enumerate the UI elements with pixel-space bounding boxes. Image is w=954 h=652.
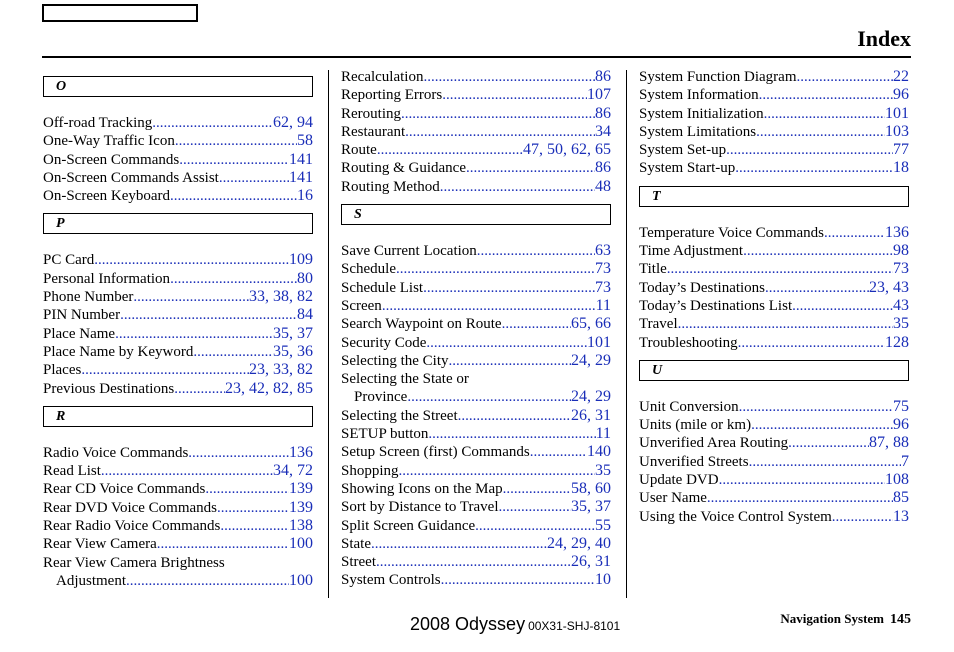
index-entry[interactable] (43, 361, 313, 379)
index-entry[interactable] (639, 508, 909, 526)
index-entry[interactable] (341, 279, 611, 297)
index-entry[interactable] (43, 380, 313, 398)
index-entry-label: Setup Screen (first) Commands (341, 444, 530, 461)
index-entry[interactable] (43, 306, 313, 324)
index-entry-label: Screen (341, 297, 382, 314)
index-entry-label: Today’s Destinations (639, 279, 766, 296)
index-entry-label: Unverified Area Routing (639, 435, 789, 452)
dot-leader (442, 86, 587, 104)
index-entry-label: Province (354, 389, 408, 406)
index-entry[interactable] (43, 499, 313, 517)
index-entry[interactable] (341, 242, 611, 260)
page-reference-link[interactable]: 35, 37 (571, 498, 611, 516)
index-entry[interactable] (341, 425, 611, 443)
index-entry[interactable] (43, 325, 313, 343)
page-title: Index (857, 26, 911, 51)
index-entry-label: On-Screen Commands (43, 151, 180, 168)
page-reference-link[interactable]: 58 (297, 132, 313, 150)
index-entry-label: Routing Method (341, 178, 440, 195)
dot-leader (475, 517, 595, 535)
page-reference-link[interactable]: 23, 42, 82, 85 (225, 379, 313, 397)
index-entry[interactable] (341, 535, 611, 553)
page-reference-link[interactable]: 26, 31 (571, 553, 611, 571)
header-rule (42, 56, 911, 58)
page-reference-link[interactable]: 55 (595, 516, 611, 534)
column-divider (626, 70, 627, 598)
index-entry-label: Previous Destinations (43, 380, 175, 397)
dot-leader (94, 251, 289, 269)
index-entry-label: Units (mile or km) (639, 417, 752, 434)
index-entry-label: User Name (639, 490, 707, 507)
index-entry-label: Place Name by Keyword (43, 343, 194, 360)
index-entry-label: System Start-up (639, 160, 736, 177)
dot-leader (832, 508, 893, 526)
index-entry-label: Selecting the State or (341, 371, 469, 388)
section-header-p: P (43, 213, 313, 234)
index-entry-label: Split Screen Guidance (341, 517, 476, 534)
index-entry-label: Adjustment (56, 572, 126, 589)
index-entry-label: Personal Information (43, 270, 171, 287)
index-entry-label: Rear DVD Voice Commands (43, 499, 218, 516)
dot-leader (219, 169, 289, 187)
page-reference-link[interactable]: 34, 72 (273, 462, 313, 480)
index-entry-label: On-Screen Keyboard (43, 188, 171, 205)
dot-leader (499, 498, 572, 516)
index-entry-label: Showing Icons on the Map (341, 480, 503, 497)
index-entry-label: Search Waypoint on Route (341, 316, 502, 333)
page-number: 145 (890, 612, 911, 627)
page-reference-link[interactable]: 107 (587, 86, 611, 104)
index-entry[interactable] (341, 297, 611, 315)
index-entry[interactable] (639, 123, 909, 141)
index-entry-label: Rear View Camera Brightness (43, 554, 225, 571)
page-reference-link[interactable]: 11 (595, 296, 611, 314)
section-header-r: R (43, 406, 313, 427)
index-entry[interactable] (639, 141, 909, 159)
dot-leader (477, 242, 595, 260)
dot-leader (426, 334, 587, 352)
index-entry[interactable] (43, 288, 313, 306)
index-entry-label: Recalculation (341, 69, 424, 85)
index-entry-label: Selecting the Street (341, 407, 458, 424)
page-reference-link[interactable]: 140 (587, 443, 611, 461)
page-reference-link[interactable]: 23, 33, 82 (249, 361, 313, 379)
dot-leader (466, 159, 595, 177)
page-reference-link[interactable]: 62, 94 (273, 114, 313, 131)
index-column-1 (43, 68, 313, 590)
page-reference-link[interactable]: 65, 66 (571, 315, 611, 333)
dot-leader (792, 297, 893, 315)
index-entry-label: Travel (639, 316, 678, 333)
dot-leader (188, 444, 289, 462)
page-reference-link[interactable]: 47, 50, 62, 65 (523, 141, 611, 159)
index-entry-label: Save Current Location (341, 243, 477, 260)
dot-leader (759, 86, 893, 104)
dot-leader (376, 553, 571, 571)
index-entry[interactable] (341, 462, 611, 480)
page-reference-link[interactable]: 141 (289, 150, 313, 168)
page-reference-link[interactable]: 23, 43 (869, 278, 909, 296)
page-reference-link[interactable]: 35 (595, 461, 611, 479)
index-entry-label: Phone Number (43, 289, 134, 306)
page-reference-link[interactable]: 35, 36 (273, 342, 313, 360)
dot-leader (399, 462, 595, 480)
page-reference-link[interactable]: 10 (595, 571, 611, 589)
dot-leader (756, 123, 885, 141)
index-entry-label: Reporting Errors (341, 87, 443, 104)
page-reference-link[interactable]: 136 (885, 223, 909, 241)
index-entry[interactable] (43, 251, 313, 269)
page-reference-link[interactable]: 73 (595, 260, 611, 278)
index-entry[interactable] (639, 105, 909, 123)
dot-leader (530, 443, 587, 461)
index-entry[interactable] (341, 352, 611, 370)
page-reference-link[interactable]: 96 (893, 86, 909, 104)
index-entry-label: Rear View Camera (43, 536, 157, 553)
section-header-o: O (43, 76, 313, 97)
page-reference-link[interactable]: 43 (893, 296, 909, 314)
index-entry[interactable] (639, 159, 909, 177)
index-entry-label: System Set-up (639, 142, 727, 159)
dot-leader (743, 242, 893, 260)
index-entry[interactable] (341, 480, 611, 498)
dot-leader (667, 260, 893, 278)
dot-leader (179, 151, 289, 169)
index-entry-label: Schedule List (341, 279, 424, 296)
index-entry[interactable] (639, 68, 909, 86)
dot-leader (707, 489, 893, 507)
section-header-s: S (341, 204, 611, 225)
dot-leader (371, 535, 547, 553)
page-reference-link[interactable]: 128 (885, 333, 909, 351)
index-entry-label: Street (341, 554, 376, 571)
dot-leader (115, 325, 273, 343)
dot-leader (738, 334, 885, 352)
dot-leader (193, 343, 273, 361)
index-entry[interactable] (341, 388, 611, 406)
section-header-u: U (639, 360, 909, 381)
index-entry-label: Troubleshooting (639, 334, 738, 351)
index-entry[interactable] (43, 169, 313, 187)
index-entry[interactable] (43, 444, 313, 462)
dot-leader (133, 288, 249, 306)
page-reference-link[interactable]: 73 (893, 260, 909, 278)
index-entry-label: Today’s Destinations List (639, 297, 793, 314)
index-entry-label: Unverified Streets (639, 453, 749, 470)
page-reference-link[interactable]: 141 (289, 168, 313, 186)
page-reference-link[interactable]: 136 (289, 443, 313, 461)
page-reference-link[interactable]: 77 (893, 141, 909, 159)
index-entry-label: Title (639, 261, 667, 278)
index-entry[interactable] (43, 462, 313, 480)
dot-leader (765, 279, 869, 297)
page-reference-link[interactable]: 35, 37 (273, 324, 313, 342)
index-entry-label: Routing & Guidance (341, 160, 466, 177)
dot-leader (220, 517, 289, 535)
index-entry[interactable] (639, 453, 909, 471)
index-entry[interactable] (639, 279, 909, 297)
index-column-3 (639, 68, 909, 526)
index-entry-label: Read List (43, 463, 101, 480)
index-entry[interactable] (341, 68, 611, 86)
page-reference-link[interactable]: 35 (893, 315, 909, 333)
index-entry[interactable] (639, 242, 909, 260)
index-entry-label: SETUP button (341, 426, 429, 443)
index-entry[interactable] (43, 270, 313, 288)
dot-leader (440, 178, 595, 196)
index-entry-label: Rear CD Voice Commands (43, 481, 206, 498)
dot-leader (719, 471, 885, 489)
dot-leader (441, 571, 595, 589)
index-entry-label: Unit Conversion (639, 398, 739, 415)
page-reference-link[interactable]: 24, 29, 40 (547, 534, 611, 552)
dot-leader (152, 114, 273, 132)
section-header-t: T (639, 186, 909, 207)
header-box (42, 4, 198, 22)
index-entry[interactable] (639, 416, 909, 434)
page-reference-link[interactable]: 86 (595, 159, 611, 177)
index-entry-label: Selecting the City (341, 352, 449, 369)
index-entry[interactable] (43, 480, 313, 498)
index-entry-label: System Limitations (639, 123, 757, 140)
dot-leader (503, 480, 571, 498)
model-name: 2008 Odyssey (410, 614, 526, 634)
index-entry[interactable] (341, 571, 611, 589)
index-entry[interactable] (43, 535, 313, 553)
index-entry-label: System Controls (341, 572, 441, 589)
page-reference-link[interactable]: 100 (289, 571, 313, 589)
index-entry[interactable] (341, 159, 611, 177)
index-entry-label: State (341, 535, 371, 552)
index-entry[interactable] (341, 86, 611, 104)
index-entry-label: PIN Number (43, 307, 121, 324)
index-entry[interactable] (43, 343, 313, 361)
page-reference-link[interactable]: 13 (893, 507, 909, 525)
index-entry-label: On-Screen Commands Assist (43, 169, 219, 186)
index-entry[interactable] (639, 398, 909, 416)
dot-leader (502, 315, 571, 333)
index-entry[interactable] (341, 334, 611, 352)
page-reference-link[interactable]: 87, 88 (869, 434, 909, 452)
dot-leader (120, 306, 297, 324)
index-entry-label: Radio Voice Commands (43, 444, 189, 461)
index-entry[interactable] (341, 443, 611, 461)
dot-leader (101, 462, 273, 480)
dot-leader (751, 416, 893, 434)
index-entry-label: Rear Radio Voice Commands (43, 518, 221, 535)
dot-leader (217, 499, 289, 517)
index-entry[interactable] (341, 178, 611, 196)
dot-leader (174, 380, 225, 398)
index-entry[interactable] (43, 151, 313, 169)
dot-leader (405, 123, 595, 141)
index-entry[interactable] (639, 334, 909, 352)
page-reference-link[interactable]: 139 (289, 498, 313, 516)
index-entry[interactable] (43, 132, 313, 150)
page-reference-link[interactable]: 22 (893, 68, 909, 85)
index-entry[interactable] (341, 105, 611, 123)
dot-leader (739, 398, 893, 416)
dot-leader (377, 141, 523, 159)
dot-leader (170, 187, 297, 205)
footer-navigation (780, 611, 911, 628)
page-reference-link[interactable]: 138 (289, 517, 313, 535)
page-reference-link[interactable]: 7 (901, 452, 909, 470)
dot-leader (448, 352, 571, 370)
index-entry[interactable] (639, 224, 909, 242)
dot-leader (678, 315, 893, 333)
page-reference-link[interactable]: 98 (893, 242, 909, 260)
footer-nav-label: Navigation System (780, 611, 884, 626)
page-reference-link[interactable]: 109 (289, 251, 313, 269)
index-entry-label: System Information (639, 87, 759, 104)
index-entry-label: Route (341, 142, 377, 159)
index-entry[interactable] (341, 260, 611, 278)
index-entry[interactable] (639, 434, 909, 452)
dot-leader (170, 270, 297, 288)
page-reference-link[interactable]: 63 (595, 242, 611, 260)
dot-leader (797, 68, 894, 86)
page-reference-link[interactable]: 103 (885, 122, 909, 140)
index-entry[interactable] (43, 572, 313, 590)
dot-leader (382, 297, 596, 315)
index-entry[interactable] (639, 297, 909, 315)
index-entry-label: Place Name (43, 325, 116, 342)
page-reference-link[interactable]: 24, 29 (571, 388, 611, 406)
page-reference-link[interactable]: 73 (595, 278, 611, 296)
page-reference-link[interactable]: 108 (885, 471, 909, 489)
footer-model (410, 614, 620, 635)
dot-leader (396, 260, 595, 278)
index-entry-label: Security Code (341, 334, 427, 351)
page-reference-link[interactable]: 48 (595, 177, 611, 195)
index-entry-label: Using the Voice Control System (639, 508, 832, 525)
index-entry[interactable] (341, 498, 611, 516)
index-entry[interactable] (43, 517, 313, 535)
page-reference-link[interactable]: 86 (595, 104, 611, 122)
index-entry[interactable] (341, 407, 611, 425)
page-reference-link[interactable]: 101 (885, 104, 909, 122)
index-entry[interactable] (639, 471, 909, 489)
dot-leader (81, 361, 249, 379)
page-reference-link[interactable]: 100 (289, 535, 313, 553)
dot-leader (788, 434, 869, 452)
index-entry-label: One-Way Traffic Icon (43, 133, 175, 150)
index-entry[interactable] (639, 315, 909, 333)
column-divider (328, 70, 329, 598)
dot-leader (401, 105, 595, 123)
index-entry[interactable] (341, 315, 611, 333)
page-reference-link[interactable]: 85 (893, 489, 909, 507)
page-reference-link[interactable]: 58, 60 (571, 479, 611, 497)
index-entry-label: Places (43, 362, 82, 379)
dot-leader (407, 388, 571, 406)
index-entry-label: Off-road Tracking (43, 115, 153, 131)
dot-leader (735, 159, 893, 177)
index-entry[interactable] (341, 141, 611, 159)
page-reference-link[interactable]: 75 (893, 397, 909, 415)
index-entry[interactable] (341, 517, 611, 535)
page-reference-link[interactable]: 86 (595, 68, 611, 85)
index-entry-label: Update DVD (639, 472, 719, 489)
index-entry[interactable] (341, 553, 611, 571)
dot-leader (428, 425, 595, 443)
index-entry-label: Schedule (341, 261, 396, 278)
page-reference-link[interactable]: 16 (297, 187, 313, 205)
dot-leader (749, 453, 901, 471)
page-reference-link[interactable]: 96 (893, 416, 909, 434)
page-reference-link[interactable]: 33, 38, 82 (249, 288, 313, 306)
dot-leader (764, 105, 885, 123)
page-reference-link[interactable]: 24, 29 (571, 351, 611, 369)
index-entry[interactable] (43, 187, 313, 205)
index-entry-label: System Initialization (639, 105, 764, 122)
index-entry-label: PC Card (43, 252, 95, 269)
dot-leader (205, 480, 289, 498)
page-reference-link[interactable]: 11 (595, 425, 611, 443)
index-entry-label: Temperature Voice Commands (639, 224, 825, 241)
index-entry-label: Shopping (341, 462, 399, 479)
dot-leader (126, 572, 289, 590)
index-entry[interactable] (43, 114, 313, 132)
index-entry-label: Restaurant (341, 123, 406, 140)
index-column-2 (341, 68, 611, 590)
dot-leader (157, 535, 289, 553)
dot-leader (726, 141, 893, 159)
page-reference-link[interactable]: 34 (595, 122, 611, 140)
index-entry-label: System Function Diagram (639, 69, 797, 85)
dot-leader (423, 279, 595, 297)
index-entry[interactable] (341, 123, 611, 141)
index-entry[interactable] (639, 489, 909, 507)
dot-leader (175, 132, 297, 150)
index-entry-label: Time Adjustment (639, 243, 744, 260)
page-reference-link[interactable]: 18 (893, 159, 909, 177)
index-entry-label: Rerouting (341, 105, 401, 122)
page-reference-link[interactable]: 84 (297, 306, 313, 324)
index-entry-label: Sort by Distance to Travel (341, 499, 499, 516)
dot-leader (458, 407, 571, 425)
page-reference-link[interactable]: 26, 31 (571, 406, 611, 424)
page-reference-link[interactable]: 80 (297, 269, 313, 287)
index-entry[interactable] (639, 86, 909, 104)
dot-leader (824, 224, 885, 242)
page-reference-link[interactable]: 101 (587, 333, 611, 351)
page-reference-link[interactable]: 139 (289, 480, 313, 498)
index-entry[interactable] (639, 260, 909, 278)
dot-leader (423, 68, 595, 86)
publication-code: 00X31-SHJ-8101 (528, 619, 621, 633)
